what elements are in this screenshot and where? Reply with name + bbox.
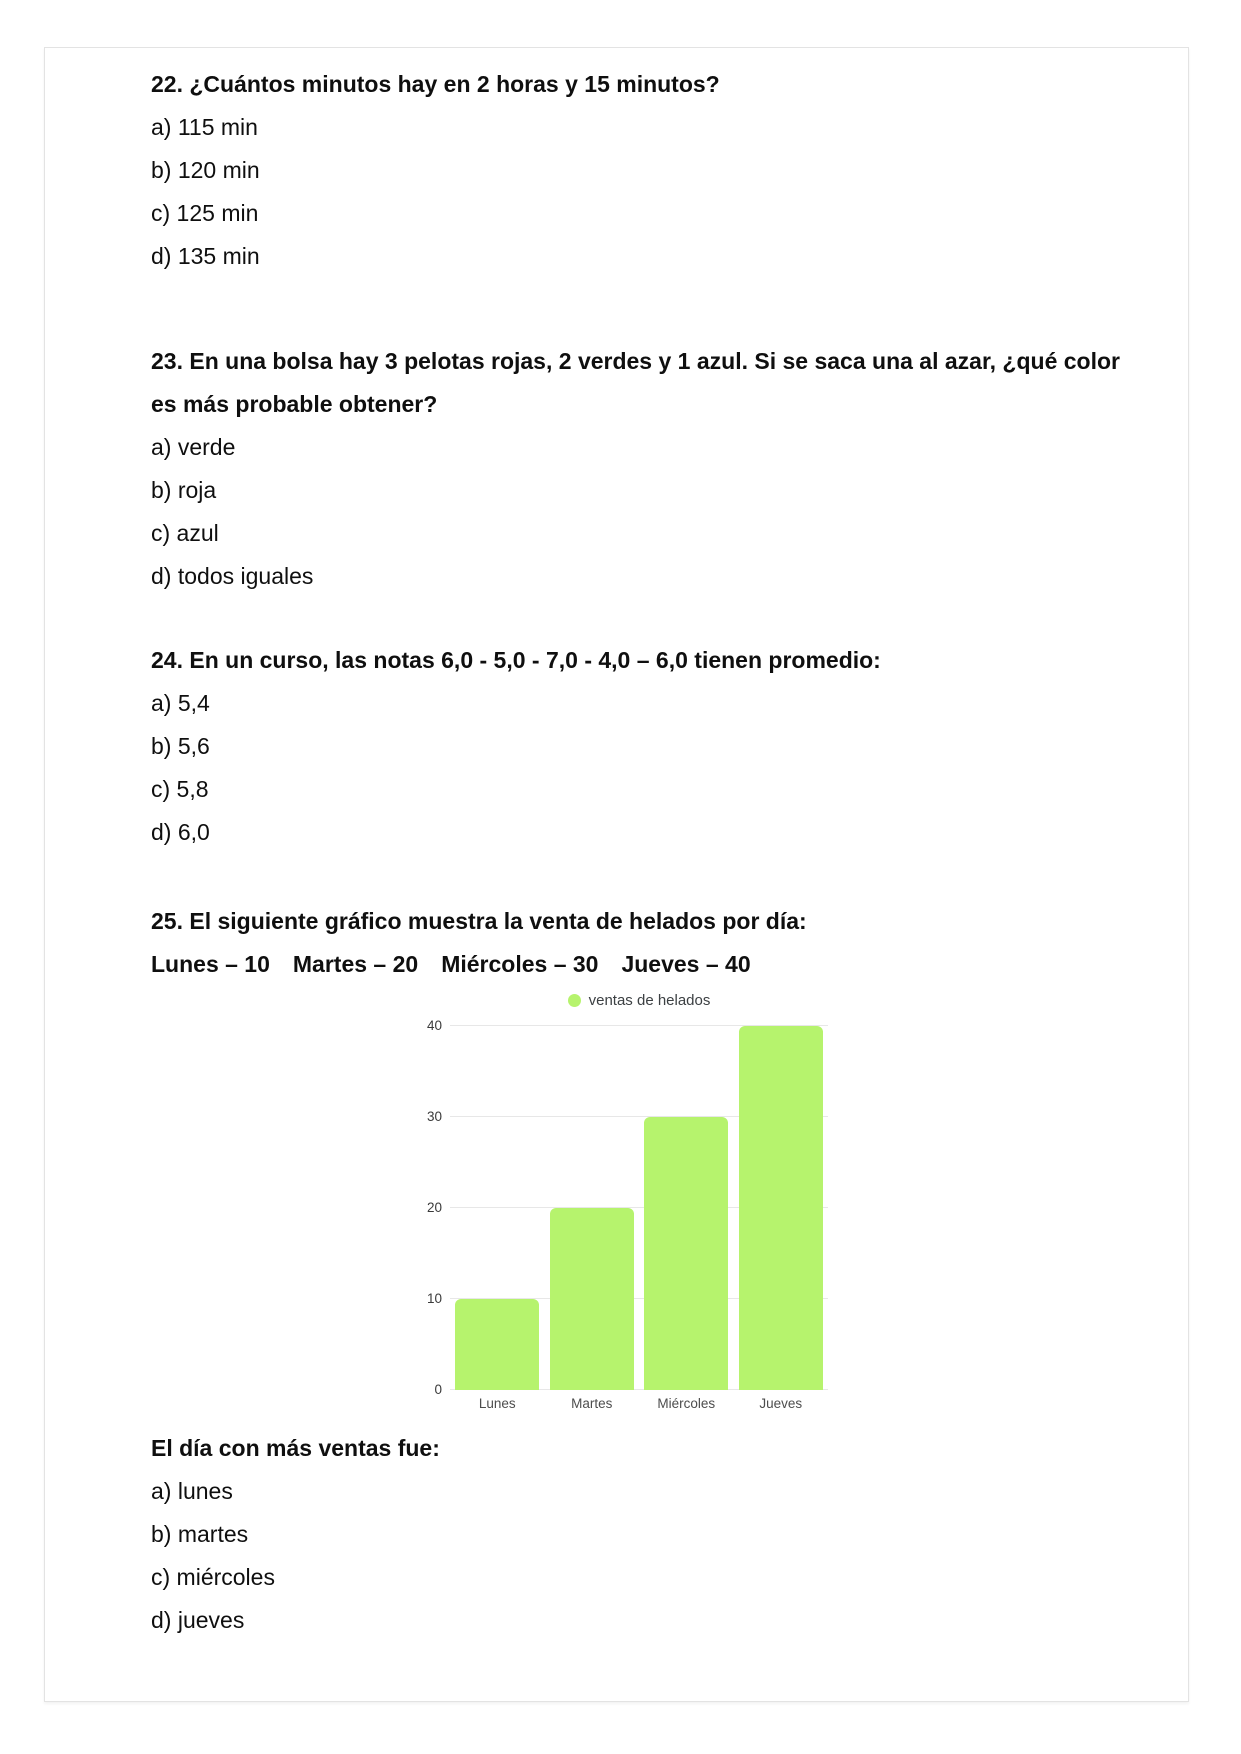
sales-summary bbox=[151, 943, 1146, 986]
bar-miércoles bbox=[644, 1117, 728, 1390]
question-24-option-b: b) 5,6 bbox=[151, 733, 210, 759]
bar-slot-jueves bbox=[734, 1026, 829, 1390]
question-24-option-c: c) 5,8 bbox=[151, 776, 209, 802]
x-tick-label-miércoles: Miércoles bbox=[657, 1396, 716, 1411]
question-22-option-b: b) 120 min bbox=[151, 157, 260, 183]
y-tick-label-10: 10 bbox=[426, 1291, 442, 1306]
legend-label: ventas de helados bbox=[588, 991, 711, 1009]
y-tick-label-0: 0 bbox=[434, 1382, 442, 1397]
question-23-option-c: c) azul bbox=[151, 520, 219, 546]
question-23-title: 23. En una bolsa hay 3 pelotas rojas, 2 verdes y 1 azul. Si se saca una al azar, ¿qué color es más probable obtener? bbox=[151, 348, 1120, 417]
question-24-title: 24. En un curso, las notas 6,0 - 5,0 - 7,0 - 4,0 – 6,0 tienen promedio: bbox=[151, 647, 881, 673]
question-24 bbox=[151, 639, 1146, 854]
chart-legend bbox=[450, 986, 828, 1014]
bar-slot-lunes bbox=[450, 1026, 545, 1390]
document-page bbox=[44, 47, 1189, 1702]
question-22-option-c: c) 125 min bbox=[151, 200, 259, 226]
bar-martes bbox=[550, 1208, 634, 1390]
sales-summary-lunes: Lunes – 10 bbox=[151, 951, 270, 977]
question-23-option-b: b) roja bbox=[151, 477, 217, 503]
y-tick-label-20: 20 bbox=[426, 1200, 442, 1215]
y-tick-label-30: 30 bbox=[426, 1109, 442, 1124]
followup-option-d: d) jueves bbox=[151, 1607, 245, 1633]
followup-option-a: a) lunes bbox=[151, 1478, 233, 1504]
question-25 bbox=[151, 900, 1146, 1642]
question-23 bbox=[151, 340, 1146, 598]
legend-dot-icon bbox=[568, 994, 581, 1007]
bars-row bbox=[450, 1026, 828, 1390]
sales-summary-martes: Martes – 20 bbox=[292, 951, 419, 977]
question-23-option-d: d) todos iguales bbox=[151, 563, 314, 589]
x-tick-label-martes: Martes bbox=[571, 1396, 613, 1411]
bar-jueves bbox=[739, 1026, 823, 1390]
question-23-option-a: a) verde bbox=[151, 434, 236, 460]
y-tick-label-40: 40 bbox=[426, 1018, 442, 1033]
followup-option-c: c) miércoles bbox=[151, 1564, 275, 1590]
question-22 bbox=[151, 63, 1146, 278]
bar-slot-miércoles bbox=[639, 1026, 734, 1390]
bar-lunes bbox=[455, 1299, 539, 1390]
question-22-option-a: a) 115 min bbox=[151, 114, 258, 140]
followup-prompt: El día con más ventas fue: bbox=[151, 1435, 440, 1461]
question-24-option-a: a) 5,4 bbox=[151, 690, 210, 716]
sales-summary-jueves: Jueves – 40 bbox=[621, 951, 751, 977]
question-25-title: 25. El siguiente gráfico muestra la venta de helados por día: bbox=[151, 908, 807, 934]
bar-slot-martes bbox=[545, 1026, 640, 1390]
page-content bbox=[151, 63, 1146, 1642]
question-24-option-d: d) 6,0 bbox=[151, 819, 210, 845]
question-22-title: 22. ¿Cuántos minutos hay en 2 horas y 15 minutos? bbox=[151, 71, 720, 97]
sales-summary-miercoles: Miércoles – 30 bbox=[441, 951, 599, 977]
sales-bar-chart bbox=[151, 986, 1146, 1412]
question-22-option-d: d) 135 min bbox=[151, 243, 260, 269]
followup-option-b: b) martes bbox=[151, 1521, 249, 1547]
chart-plot bbox=[426, 1018, 828, 1397]
x-tick-label-jueves: Jueves bbox=[759, 1396, 803, 1411]
chart-x-labels bbox=[450, 1396, 828, 1412]
x-tick-label-lunes: Lunes bbox=[478, 1396, 516, 1411]
